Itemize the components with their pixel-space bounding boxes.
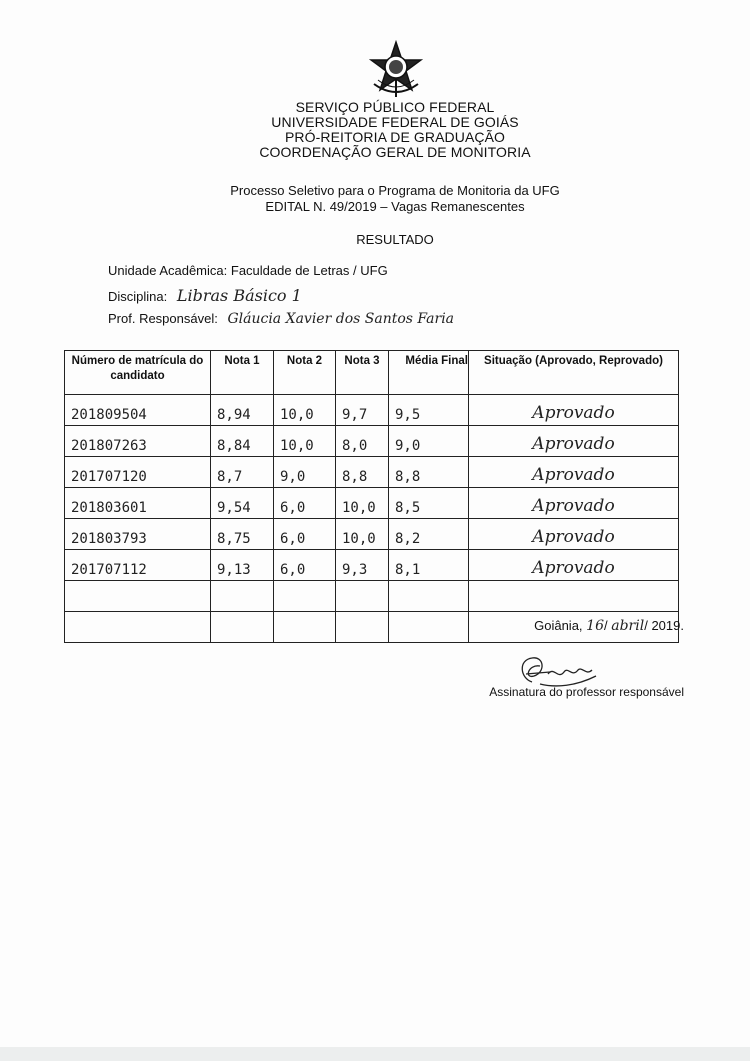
professor-value: Gláucia Xavier dos Santos Faria <box>227 311 455 327</box>
cell-media <box>389 581 469 612</box>
cell-nota-1: 8,94 <box>211 395 274 426</box>
cell-media: 8,8 <box>389 457 469 488</box>
table-header-row <box>65 351 679 395</box>
results-table <box>64 350 679 643</box>
cell-nota-3: 9,7 <box>336 395 389 426</box>
header-line-university: UNIVERSIDADE FEDERAL DE GOIÁS <box>271 114 519 130</box>
header-nota-3: Nota 3 <box>336 351 389 395</box>
date-separator: / <box>603 618 608 633</box>
document-header <box>0 100 750 160</box>
cell-matricula: 201803793 <box>65 519 211 550</box>
header-line-coordination: COORDENAÇÃO GERAL DE MONITORIA <box>259 144 531 160</box>
cell-nota-3: 8,8 <box>336 457 389 488</box>
header-situacao: Situação (Aprovado, Reprovado) <box>469 351 679 395</box>
date-year: 2019. <box>651 618 684 633</box>
table-row <box>65 395 679 426</box>
cell-matricula <box>65 581 211 612</box>
cell-nota-2: 10,0 <box>274 395 336 426</box>
process-title: Processo Seletivo para o Programa de Monitoria da UFG <box>230 183 560 198</box>
process-info <box>0 183 750 215</box>
discipline-label: Disciplina: <box>108 289 168 304</box>
cell-nota-2: 6,0 <box>274 488 336 519</box>
date-separator: / <box>644 618 648 633</box>
cell-nota-3 <box>336 581 389 612</box>
cell-nota-2 <box>274 581 336 612</box>
cell-matricula: 201707112 <box>65 550 211 581</box>
date-day: 16 <box>586 618 604 634</box>
academic-unit-label: Unidade Acadêmica: <box>108 263 228 278</box>
table-row <box>65 426 679 457</box>
cell-nota-2: 6,0 <box>274 550 336 581</box>
date-line <box>0 618 684 634</box>
discipline-value: Libras Básico 1 <box>176 286 302 305</box>
cell-situacao: Aprovado <box>469 519 679 550</box>
table-row <box>65 581 679 612</box>
academic-unit-field <box>108 263 388 278</box>
cell-matricula: 201807263 <box>65 426 211 457</box>
cell-nota-3: 9,3 <box>336 550 389 581</box>
header-nota-1: Nota 1 <box>211 351 274 395</box>
signature-label: Assinatura do professor responsável <box>489 685 684 699</box>
header-media-final: Média Final <box>389 351 469 395</box>
date-month: abril <box>611 618 645 634</box>
professor-field <box>108 311 454 327</box>
cell-matricula: 201803601 <box>65 488 211 519</box>
cell-media: 9,0 <box>389 426 469 457</box>
cell-matricula: 201707120 <box>65 457 211 488</box>
header-line-pro-rectory: PRÓ-REITORIA DE GRADUAÇÃO <box>284 129 506 145</box>
result-title: RESULTADO <box>356 232 434 247</box>
cell-media: 9,5 <box>389 395 469 426</box>
cell-nota-3: 10,0 <box>336 519 389 550</box>
header-line-federal-service: SERVIÇO PÚBLICO FEDERAL <box>295 99 495 115</box>
table-row <box>65 519 679 550</box>
edital-title: EDITAL N. 49/2019 – Vagas Remanescentes <box>265 199 525 214</box>
cell-nota-2: 10,0 <box>274 426 336 457</box>
cell-situacao: Aprovado <box>469 457 679 488</box>
cell-nota-1: 8,7 <box>211 457 274 488</box>
academic-unit-value: Faculdade de Letras / UFG <box>230 263 388 278</box>
bottom-strip <box>0 1047 750 1061</box>
brazil-coat-of-arms-icon <box>366 40 426 100</box>
date-city: Goiânia, <box>534 618 583 633</box>
cell-situacao: Aprovado <box>469 395 679 426</box>
professor-label: Prof. Responsável: <box>108 311 218 326</box>
cell-nota-3: 10,0 <box>336 488 389 519</box>
cell-nota-2: 6,0 <box>274 519 336 550</box>
cell-nota-1: 9,13 <box>211 550 274 581</box>
cell-media: 8,5 <box>389 488 469 519</box>
cell-nota-1 <box>211 581 274 612</box>
table-row <box>65 488 679 519</box>
cell-situacao <box>469 581 679 612</box>
header-nota-2: Nota 2 <box>274 351 336 395</box>
cell-situacao: Aprovado <box>469 426 679 457</box>
table-row <box>65 457 679 488</box>
cell-media: 8,1 <box>389 550 469 581</box>
cell-nota-1: 9,54 <box>211 488 274 519</box>
cell-situacao: Aprovado <box>469 488 679 519</box>
cell-situacao: Aprovado <box>469 550 679 581</box>
header-matricula: Número de matrícula do candidato <box>65 351 211 395</box>
discipline-field <box>108 286 302 305</box>
cell-media: 8,2 <box>389 519 469 550</box>
cell-nota-2: 9,0 <box>274 457 336 488</box>
cell-nota-1: 8,75 <box>211 519 274 550</box>
cell-nota-3: 8,0 <box>336 426 389 457</box>
cell-matricula: 201809504 <box>65 395 211 426</box>
cell-nota-1: 8,84 <box>211 426 274 457</box>
table-row <box>65 550 679 581</box>
